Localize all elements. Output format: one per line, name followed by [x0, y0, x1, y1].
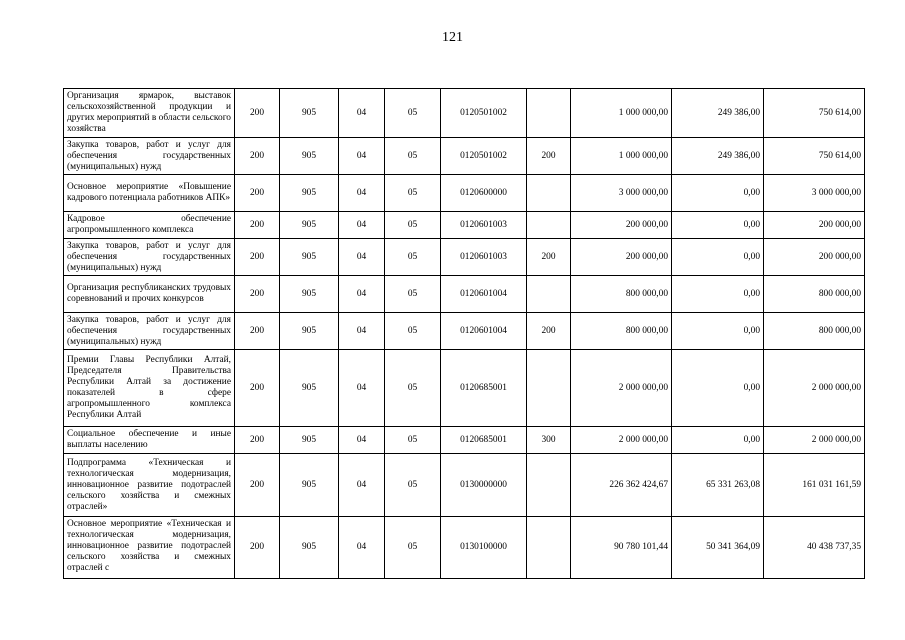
code-cell: 04 [339, 276, 385, 313]
table-row [64, 276, 865, 313]
code-cell: 05 [385, 89, 441, 138]
page-number: 121 [442, 30, 463, 45]
amount-cell: 2 000 000,00 [764, 427, 865, 454]
row-name [64, 239, 235, 276]
amount-cell: 0,00 [672, 313, 764, 350]
amount-cell: 0,00 [672, 212, 764, 239]
csr-cell: 0120601004 [441, 276, 527, 313]
code-cell: 905 [280, 454, 339, 517]
code-cell: 905 [280, 239, 339, 276]
code-cell: 905 [280, 175, 339, 212]
code-cell: 04 [339, 427, 385, 454]
csr-cell: 0120601003 [441, 239, 527, 276]
code-cell: 905 [280, 427, 339, 454]
table-row [64, 239, 865, 276]
code-cell: 05 [385, 212, 441, 239]
code-cell: 200 [235, 427, 280, 454]
code-cell: 905 [280, 138, 339, 175]
code-cell: 05 [385, 276, 441, 313]
row-name [64, 350, 235, 427]
table-row [64, 427, 865, 454]
row-name [64, 138, 235, 175]
code-cell: 04 [339, 350, 385, 427]
code-cell: 04 [339, 138, 385, 175]
row-name-text: Основное мероприятие «Повышение кадрового потенциала работников АПК» [67, 182, 231, 203]
row-name [64, 427, 235, 454]
amount-cell: 750 614,00 [764, 138, 865, 175]
csr-cell: 0130000000 [441, 454, 527, 517]
row-name [64, 454, 235, 517]
csr-cell: 0130100000 [441, 517, 527, 579]
amount-cell: 1 000 000,00 [571, 89, 672, 138]
code-cell: 200 [235, 350, 280, 427]
code-cell: 05 [385, 454, 441, 517]
code-cell: 905 [280, 89, 339, 138]
amount-cell: 2 000 000,00 [764, 350, 865, 427]
row-name-text: Подпрограмма «Техническая и технологическая модернизация, инновационное развитие подотраслей сельского хозяйства и смежных отраслей» [67, 457, 231, 512]
csr-cell: 0120600000 [441, 175, 527, 212]
row-name-text: Закупка товаров, работ и услуг для обеспечения государственных (муниципальных) нужд [67, 139, 231, 172]
amount-cell: 2 000 000,00 [571, 427, 672, 454]
code-cell: 05 [385, 138, 441, 175]
vr-cell [527, 175, 571, 212]
code-cell: 905 [280, 276, 339, 313]
table-row [64, 350, 865, 427]
amount-cell: 161 031 161,59 [764, 454, 865, 517]
amount-cell: 0,00 [672, 175, 764, 212]
row-name [64, 517, 235, 579]
table-row [64, 212, 865, 239]
csr-cell: 0120601003 [441, 212, 527, 239]
row-name-text: Премии Главы Республики Алтай, Председателя Правительства Республики Алтай за достижение показателей в сфере агропромышленного комплекса Республики Алтай [67, 355, 231, 420]
code-cell: 200 [235, 454, 280, 517]
code-cell: 04 [339, 313, 385, 350]
amount-cell: 1 000 000,00 [571, 138, 672, 175]
table-row [64, 454, 865, 517]
csr-cell: 0120601004 [441, 313, 527, 350]
code-cell: 200 [235, 89, 280, 138]
table-row [64, 175, 865, 212]
csr-cell: 0120685001 [441, 427, 527, 454]
amount-cell: 90 780 101,44 [571, 517, 672, 579]
amount-cell: 0,00 [672, 427, 764, 454]
code-cell: 200 [235, 276, 280, 313]
code-cell: 05 [385, 175, 441, 212]
row-name-text: Организация республиканских трудовых соревнований и прочих конкурсов [67, 283, 231, 304]
row-name [64, 212, 235, 239]
code-cell: 200 [235, 517, 280, 579]
amount-cell: 800 000,00 [764, 313, 865, 350]
amount-cell: 800 000,00 [571, 276, 672, 313]
code-cell: 04 [339, 239, 385, 276]
row-name [64, 313, 235, 350]
code-cell: 04 [339, 175, 385, 212]
amount-cell: 3 000 000,00 [764, 175, 865, 212]
amount-cell: 0,00 [672, 239, 764, 276]
code-cell: 04 [339, 212, 385, 239]
amount-cell: 200 000,00 [764, 212, 865, 239]
row-name-text: Основное мероприятие «Техническая и технологическая модернизация, инновационное развитие подотраслей сельского хозяйства и смежных отраслей с [67, 518, 231, 573]
code-cell: 04 [339, 89, 385, 138]
csr-cell: 0120501002 [441, 89, 527, 138]
code-cell: 05 [385, 427, 441, 454]
code-cell: 200 [235, 175, 280, 212]
code-cell: 04 [339, 517, 385, 579]
code-cell: 04 [339, 454, 385, 517]
amount-cell: 226 362 424,67 [571, 454, 672, 517]
vr-cell [527, 89, 571, 138]
code-cell: 05 [385, 350, 441, 427]
amount-cell: 800 000,00 [764, 276, 865, 313]
amount-cell: 65 331 263,08 [672, 454, 764, 517]
amount-cell: 249 386,00 [672, 89, 764, 138]
amount-cell: 200 000,00 [764, 239, 865, 276]
code-cell: 200 [235, 313, 280, 350]
amount-cell: 40 438 737,35 [764, 517, 865, 579]
vr-cell [527, 517, 571, 579]
vr-cell: 200 [527, 313, 571, 350]
vr-cell: 200 [527, 239, 571, 276]
amount-cell: 0,00 [672, 276, 764, 313]
amount-cell: 200 000,00 [571, 212, 672, 239]
table-row [64, 517, 865, 579]
budget-table [63, 88, 865, 579]
vr-cell [527, 454, 571, 517]
code-cell: 200 [235, 212, 280, 239]
csr-cell: 0120501002 [441, 138, 527, 175]
table-row [64, 89, 865, 138]
amount-cell: 800 000,00 [571, 313, 672, 350]
vr-cell: 200 [527, 138, 571, 175]
code-cell: 05 [385, 517, 441, 579]
row-name-text: Закупка товаров, работ и услуг для обеспечения государственных (муниципальных) нужд [67, 240, 231, 273]
vr-cell: 300 [527, 427, 571, 454]
amount-cell: 50 341 364,09 [672, 517, 764, 579]
vr-cell [527, 212, 571, 239]
row-name-text: Организация ярмарок, выставок сельскохозяйственной продукции и других мероприятий в области сельского хозяйства [67, 91, 231, 134]
row-name [64, 276, 235, 313]
table-row [64, 313, 865, 350]
csr-cell: 0120685001 [441, 350, 527, 427]
code-cell: 905 [280, 350, 339, 427]
amount-cell: 3 000 000,00 [571, 175, 672, 212]
amount-cell: 249 386,00 [672, 138, 764, 175]
amount-cell: 2 000 000,00 [571, 350, 672, 427]
amount-cell: 750 614,00 [764, 89, 865, 138]
amount-cell: 0,00 [672, 350, 764, 427]
row-name-text: Социальное обеспечение и иные выплаты населению [67, 429, 231, 450]
amount-cell: 200 000,00 [571, 239, 672, 276]
row-name [64, 89, 235, 138]
code-cell: 200 [235, 239, 280, 276]
code-cell: 905 [280, 313, 339, 350]
code-cell: 905 [280, 517, 339, 579]
table-row [64, 138, 865, 175]
row-name-text: Кадровое обеспечение агропромышленного комплекса [67, 214, 231, 235]
code-cell: 200 [235, 138, 280, 175]
code-cell: 05 [385, 313, 441, 350]
vr-cell [527, 350, 571, 427]
vr-cell [527, 276, 571, 313]
code-cell: 05 [385, 239, 441, 276]
code-cell: 905 [280, 212, 339, 239]
row-name [64, 175, 235, 212]
row-name-text: Закупка товаров, работ и услуг для обеспечения государственных (муниципальных) нужд [67, 314, 231, 347]
